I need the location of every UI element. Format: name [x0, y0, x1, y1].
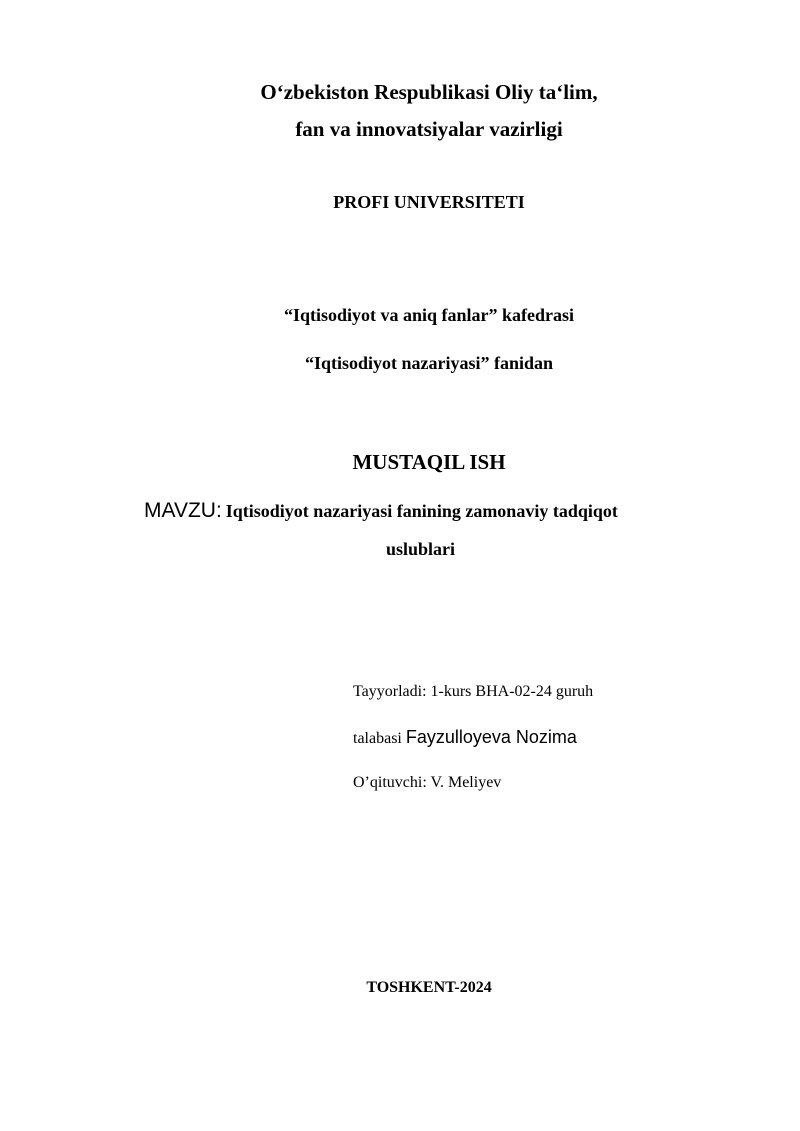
topic-text-line-2: uslublari: [386, 539, 456, 559]
ministry-line-1: O‘zbekiston Respublikasi Oliy ta‘lim,: [260, 80, 598, 104]
teacher-line: O’qituvchi: V. Meliyev: [353, 774, 502, 791]
work-type-title: MUSTAQIL ISH: [352, 450, 506, 474]
student-line: [353, 727, 577, 748]
university-name: PROFI UNIVERSITETI: [333, 192, 525, 212]
city-year: TOSHKENT-2024: [366, 979, 492, 996]
topic-label: MAVZU:: [144, 499, 222, 522]
subject-name: “Iqtisodiyot nazariyasi” fanidan: [304, 353, 554, 373]
prepared-by-line: Tayyorladi: 1-kurs BHA-02-24 guruh: [353, 683, 594, 700]
topic-text-line-1: Iqtisodiyot nazariyasi fanining zamonaviy tadqiqot: [225, 501, 618, 521]
department-name: “Iqtisodiyot va aniq fanlar” kafedrasi: [283, 305, 575, 325]
student-prefix: talabasi: [353, 730, 402, 747]
topic-row: [144, 499, 618, 523]
ministry-line-2: fan va innovatsiyalar vazirligi: [295, 117, 563, 141]
student-name: Fayzulloyeva Nozima: [405, 727, 577, 747]
